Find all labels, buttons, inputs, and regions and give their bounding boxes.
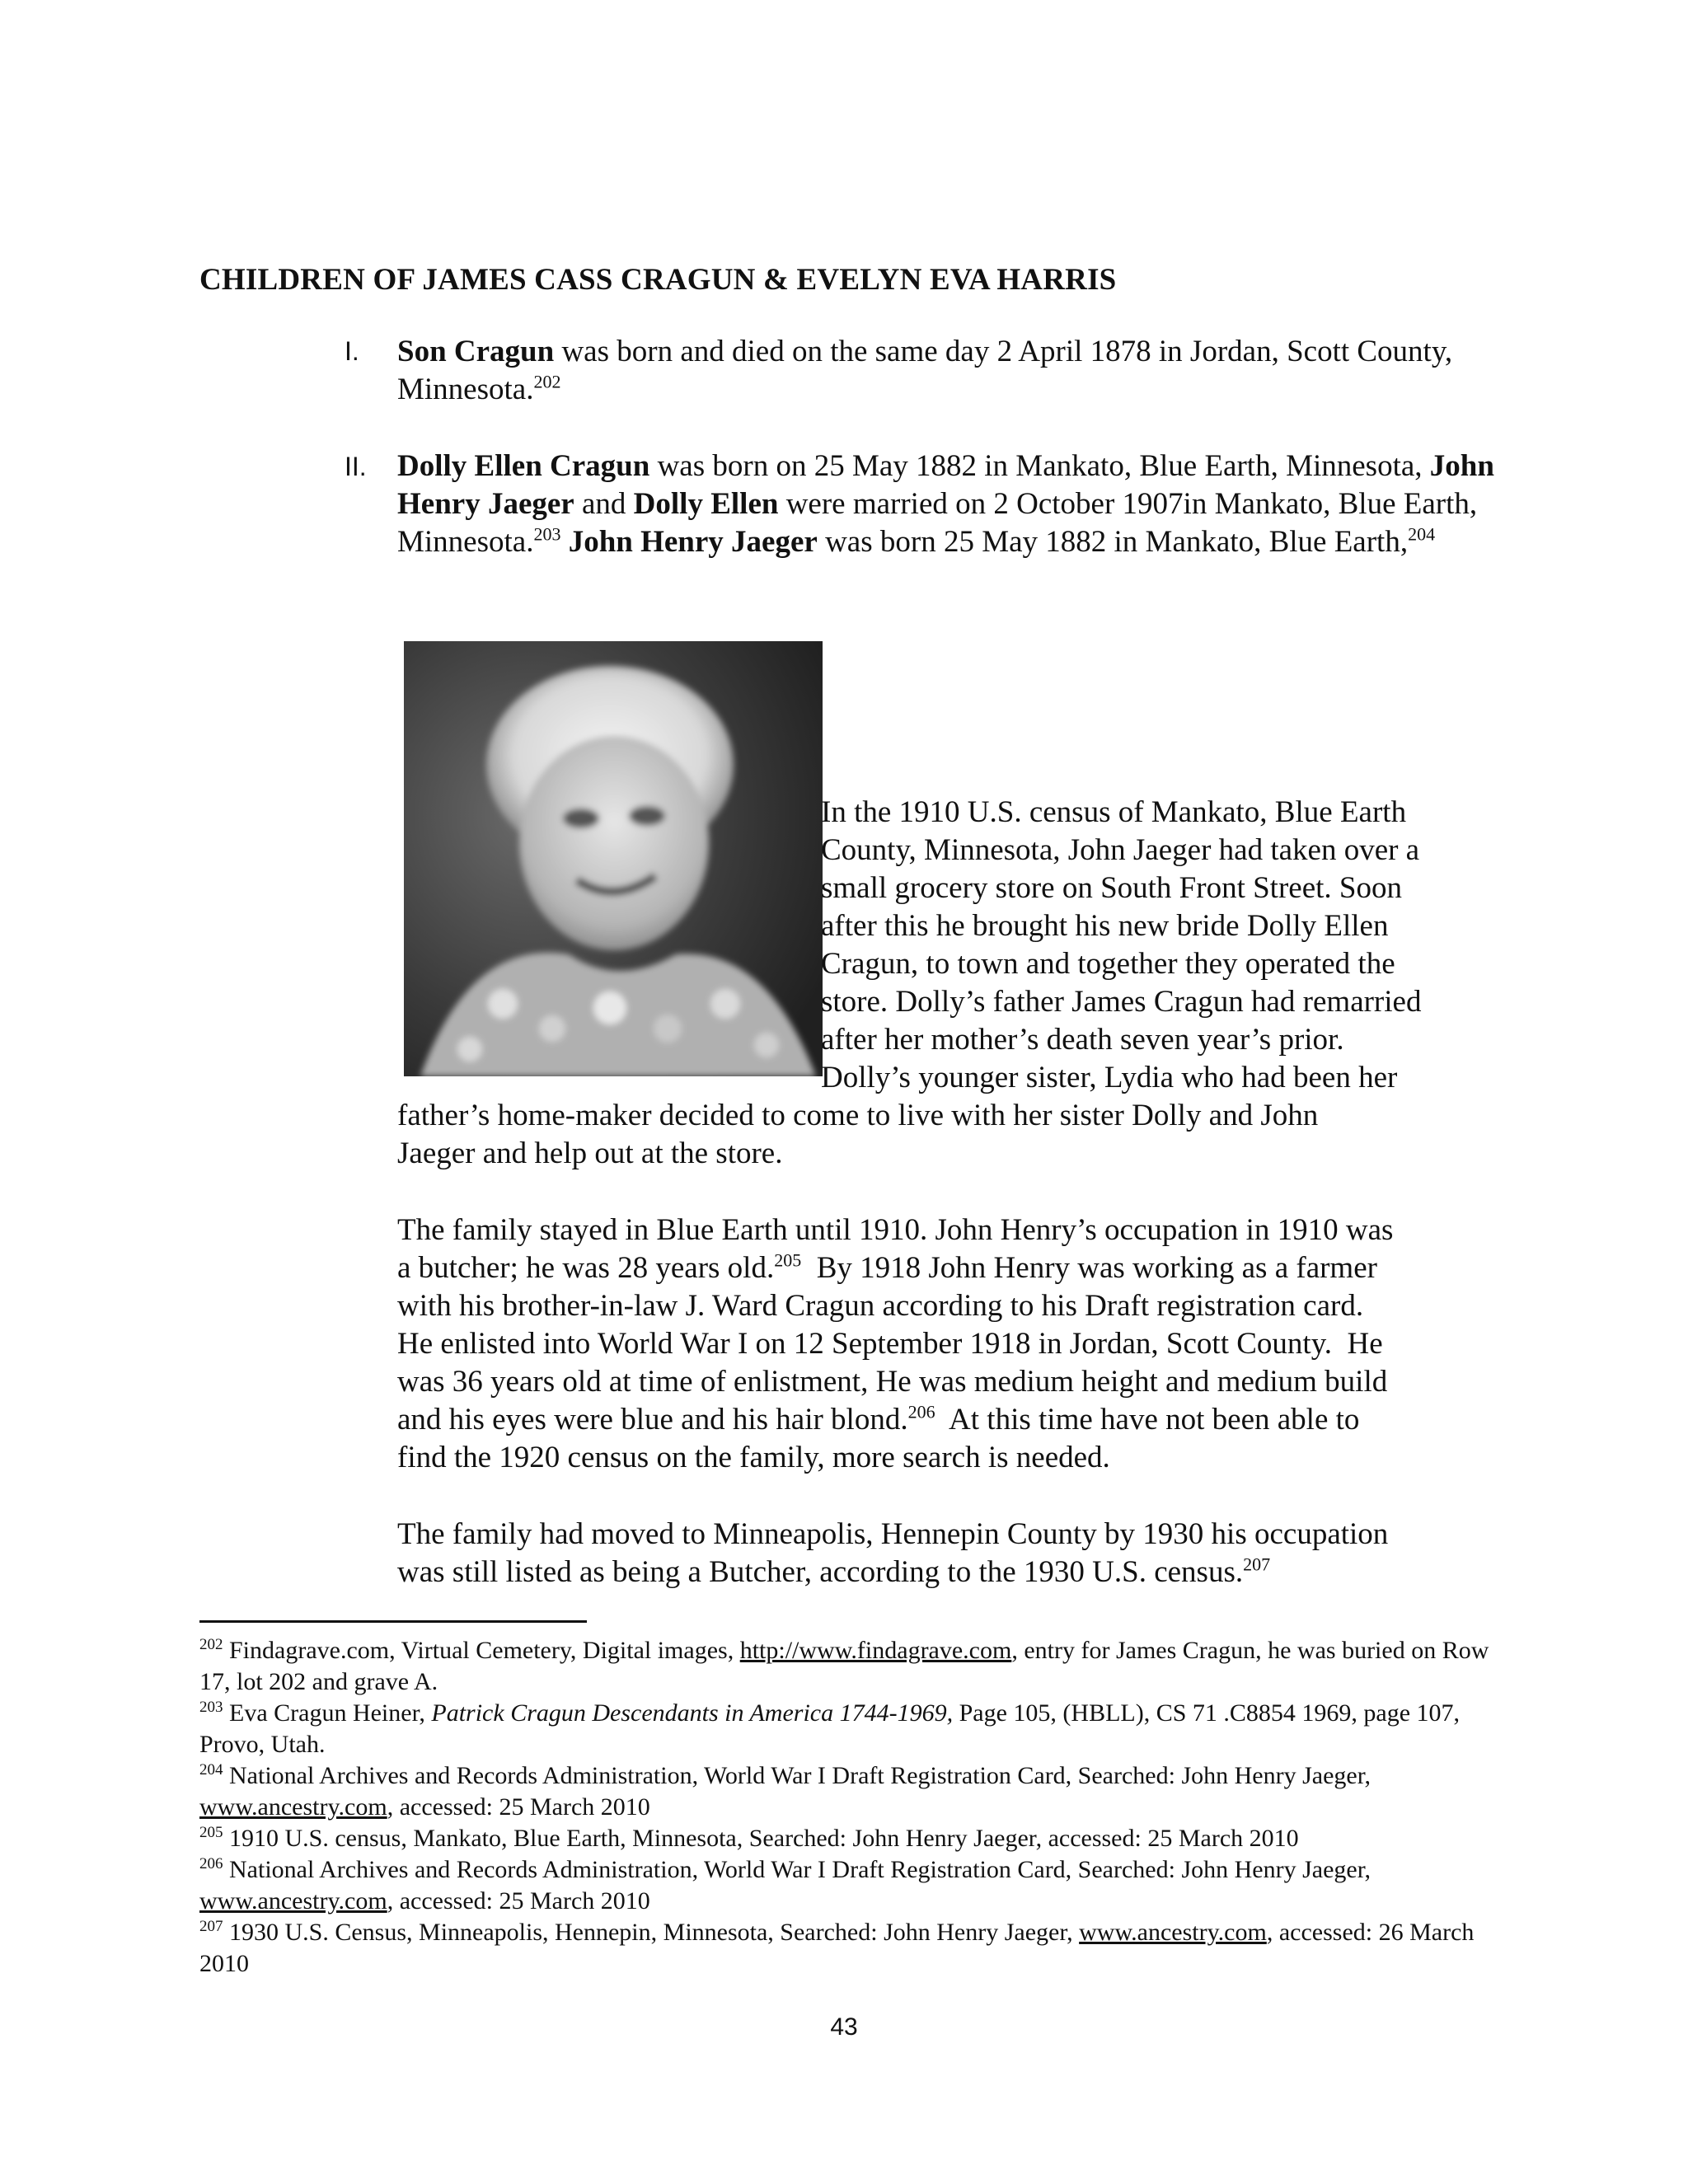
footnote-ref-204[interactable]: 204: [1408, 523, 1436, 545]
footnote-number: 207: [199, 1918, 223, 1935]
footnote-ref-206[interactable]: 206: [907, 1401, 935, 1422]
footnote-text: 1930 U.S. Census, Minneapolis, Hennepin, Minnesota, Searched: John Henry Jaeger,: [223, 1919, 1080, 1946]
spouse-name: John Henry Jaeger: [397, 449, 1494, 521]
footnote-ref-203[interactable]: 203: [533, 523, 561, 545]
text-line: County, Minnesota, John Jaeger had taken over a: [821, 833, 1420, 867]
footnote-number: 204: [199, 1761, 223, 1779]
footnote-link[interactable]: www.ancestry.com: [199, 1793, 387, 1821]
footnotes: [199, 1635, 1502, 1980]
footnote-text: National Archives and Records Administration, World War I Draft Registration Card, Searched: John Henry Jaeger,: [223, 1762, 1372, 1789]
text-line: [397, 1249, 1510, 1287]
person-name: Son Cragun: [397, 335, 555, 368]
text-line: father’s home-maker decided to come to live with her sister Dolly and John: [397, 1099, 1319, 1132]
text-line: was 36 years old at time of enlistment, He was medium height and medium build: [397, 1365, 1388, 1399]
item-text: was born and died on the same day 2 April 1878 in Jordan, Scott County, Minnesota.: [397, 335, 1453, 406]
footnote-ref-205[interactable]: 205: [774, 1249, 802, 1271]
item-text: was born on 25 May 1882 in Mankato, Blue Earth, Minnesota,: [649, 449, 1430, 483]
text-line: He enlisted into World War I on 12 September 1918 in Jordan, Scott County. He: [397, 1327, 1383, 1361]
footnote-text: Page 105, (HBLL), CS 71 .C8854 1969, page 107, Provo, Utah.: [199, 1699, 1461, 1758]
item-text: and: [574, 487, 634, 521]
footnote-text: Findagrave.com, Virtual Cemetery, Digital images,: [223, 1637, 740, 1664]
text-line: after this he brought his new bride Dolly Ellen: [821, 909, 1389, 943]
section-heading: CHILDREN OF JAMES CASS CRAGUN & EVELYN EVA HARRIS: [199, 263, 1117, 297]
person-name: Dolly Ellen Cragun: [397, 449, 650, 483]
footnote-202: [199, 1635, 1502, 1698]
text-line: Dolly’s younger sister, Lydia who had been her: [821, 1061, 1398, 1094]
text-span: was still listed as being a Butcher, according to the 1930 U.S. census.: [397, 1555, 1244, 1589]
census-paragraph-continued: [397, 1097, 1510, 1173]
footnote-207: [199, 1917, 1502, 1980]
footnote-text: Eva Cragun Heiner,: [223, 1699, 432, 1727]
item-text: were married on 2 October 1907in Mankato, Blue Earth, Minnesota.: [397, 487, 1478, 559]
footnote-text: National Archives and Records Administration, World War I Draft Registration Card, Searched: John Henry Jaeger,: [223, 1856, 1372, 1883]
person-name-short: Dolly Ellen: [633, 487, 779, 521]
text-span: and his eyes were blue and his hair blond.: [397, 1403, 908, 1436]
occupation-paragraph: [397, 1212, 1510, 1477]
footnote-ref-202[interactable]: 202: [533, 371, 561, 392]
footnote-text: , accessed: 25 March 2010: [387, 1793, 650, 1821]
text-line: store. Dolly’s father James Cragun had remarried: [821, 985, 1422, 1019]
footnote-ref-207[interactable]: 207: [1243, 1554, 1271, 1575]
footnote-text: 1910 U.S. census, Mankato, Blue Earth, Minnesota, Searched: John Henry Jaeger, accessed: 25 March 2010: [223, 1825, 1299, 1852]
text-line: In the 1910 U.S. census of Mankato, Blue Earth: [821, 795, 1407, 829]
footnote-text: , accessed: 25 March 2010: [387, 1887, 650, 1915]
footnote-number: 205: [199, 1824, 223, 1841]
list-item-son-cragun: [397, 333, 1510, 409]
footnote-number: 206: [199, 1855, 223, 1872]
footnote-link[interactable]: www.ancestry.com: [1079, 1919, 1267, 1946]
text-line: The family had moved to Minneapolis, Hennepin County by 1930 his occupation: [397, 1517, 1389, 1551]
minneapolis-paragraph: [397, 1516, 1510, 1591]
text-line: [397, 1554, 1510, 1591]
text-line: small grocery store on South Front Street. Soon: [821, 871, 1402, 905]
text-line: after her mother’s death seven year’s prior.: [821, 1023, 1344, 1057]
list-item-dolly-ellen: [397, 448, 1510, 561]
portrait-photo: [404, 641, 823, 1076]
page-number: 43: [830, 2013, 858, 2041]
list-marker-2: II.: [345, 452, 367, 481]
book-title: Patrick Cragun Descendants in America 1744-1969,: [431, 1699, 954, 1727]
census-paragraph: [821, 794, 1530, 1097]
footnote-206: [199, 1854, 1502, 1917]
text-line: Jaeger and help out at the store.: [397, 1137, 783, 1170]
footnote-link[interactable]: http://www.findagrave.com: [739, 1637, 1012, 1664]
text-line: with his brother-in-law J. Ward Cragun according to his Draft registration card.: [397, 1289, 1364, 1323]
footnote-link[interactable]: www.ancestry.com: [199, 1887, 387, 1915]
list-marker-1: I.: [345, 336, 359, 366]
spouse-name: John Henry Jaeger: [568, 525, 818, 559]
footnote-number: 203: [199, 1699, 223, 1716]
text-span: By 1918 John Henry was working as a farmer: [801, 1251, 1377, 1285]
footnote-205: [199, 1823, 1502, 1854]
footnote-separator: [199, 1620, 587, 1623]
footnote-number: 202: [199, 1636, 223, 1653]
footnote-text: , accessed: 26 March 2010: [199, 1919, 1475, 1977]
footnote-text: , entry for James Cragun, he was buried on Row 17, lot 202 and grave A.: [199, 1637, 1489, 1695]
text-span: a butcher; he was 28 years old.: [397, 1251, 775, 1285]
footnote-204: [199, 1760, 1502, 1823]
item-text: was born 25 May 1882 in Mankato, Blue Earth,: [817, 525, 1409, 559]
text-line: The family stayed in Blue Earth until 1910. John Henry’s occupation in 1910 was: [397, 1213, 1394, 1247]
text-line: [397, 1401, 1510, 1439]
text-span: At this time have not been able to: [935, 1403, 1360, 1436]
footnote-203: [199, 1698, 1502, 1760]
text-line: find the 1920 census on the family, more search is needed.: [397, 1441, 1110, 1474]
text-line: Cragun, to town and together they operated the: [821, 947, 1395, 981]
